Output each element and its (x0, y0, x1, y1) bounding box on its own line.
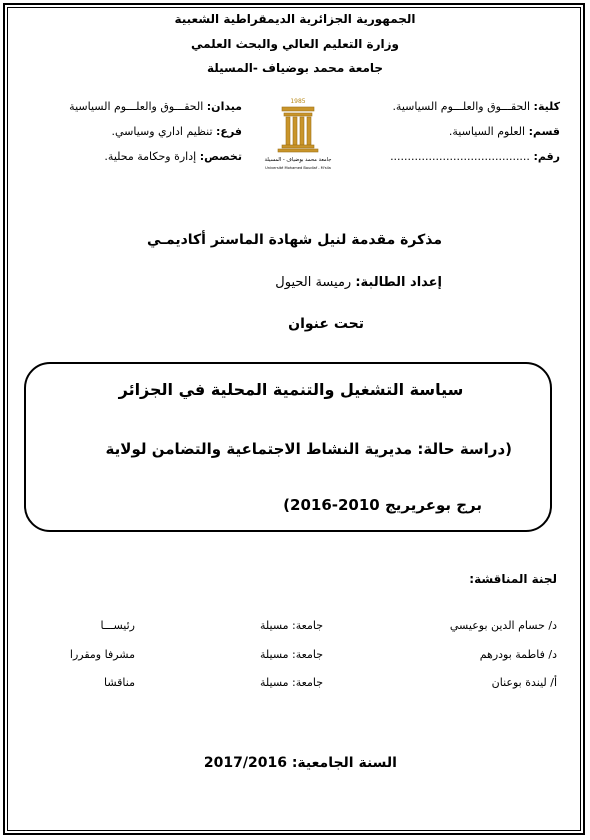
member-name: أ/ ليندة بوعنان (491, 676, 557, 689)
member-university: جامعة: مسيلة (259, 619, 323, 632)
degree-statement: مذكرة مقدمة لنيل شهادة الماستر أكاديمـي (147, 232, 442, 248)
academic-year-label: السنة الجامعية: (291, 755, 397, 771)
field-label: ميدان: (206, 100, 242, 113)
branch-value: تنظيم اداري وسياسي. (111, 125, 213, 138)
field-value: الحقـــوق والعلـــوم السياسية (69, 100, 204, 113)
department-label: قسم: (528, 125, 560, 138)
faculty-row (392, 100, 560, 113)
logo-arabic-text: جامعة محمد بوضياف - المسيلة (264, 157, 332, 163)
number-label: رقم: (533, 150, 560, 163)
committee-heading: لجنة المناقشة: (469, 572, 557, 586)
student-name: رميسة الحيول (275, 275, 352, 290)
department-value: العلوم السياسية. (448, 125, 526, 138)
university-logo (258, 95, 338, 177)
member-role: مناقشا (104, 676, 135, 689)
member-name: د/ فاطمة بودرهم (479, 648, 557, 661)
member-university: جامعة: مسيلة (259, 676, 323, 689)
member-university: جامعة: مسيلة (259, 648, 323, 661)
logo-latin-text: Université Mohamed Boudiaf - M'sila (265, 166, 331, 170)
specialty-value: إدارة وحكامة محلية. (104, 150, 197, 163)
number-row (390, 150, 560, 163)
member-name: د/ حسام الدين بوعيسي (449, 619, 557, 632)
member-role: مشرفا ومقررا (69, 648, 135, 661)
faculty-value: الحقـــوق والعلـــوم السياسية. (392, 100, 531, 113)
specialty-row (104, 150, 242, 163)
branch-row (111, 125, 242, 138)
prepared-by-label: إعداد الطالبة: (355, 275, 442, 290)
academic-year-value: 2017/2016 (203, 755, 287, 771)
case-study-line-2: برج بوعريريج 2010-2016) (283, 496, 482, 514)
ministry-line: وزارة التعليم العالي والبحث العلمي (190, 37, 400, 51)
branch-label: فرع: (216, 125, 242, 138)
case-study-line: (دراسة حالة: مديرية النشاط الاجتماعية والتضامن لولاية (105, 440, 512, 458)
logo-year: 1985 (290, 98, 306, 105)
specialty-label: تخصص: (199, 150, 242, 163)
prepared-by-row (275, 275, 442, 290)
number-value: ........................................ (390, 150, 530, 163)
department-row (449, 125, 560, 138)
university-line: جامعة محمد بوضياف -المسيلة (206, 61, 384, 75)
thesis-title: سياسة التشغيل والتنمية المحلية في الجزائر (118, 380, 464, 399)
under-title-label: تحت عنوان (288, 316, 364, 332)
university-logo-graphic (258, 95, 338, 177)
republic-line: الجمهورية الجزائرية الديمقراطية الشعبية (174, 12, 416, 26)
member-role: رئيســـا (100, 619, 135, 632)
faculty-label: كلية: (533, 100, 560, 113)
academic-year-row (204, 755, 397, 771)
field-row (69, 100, 242, 113)
